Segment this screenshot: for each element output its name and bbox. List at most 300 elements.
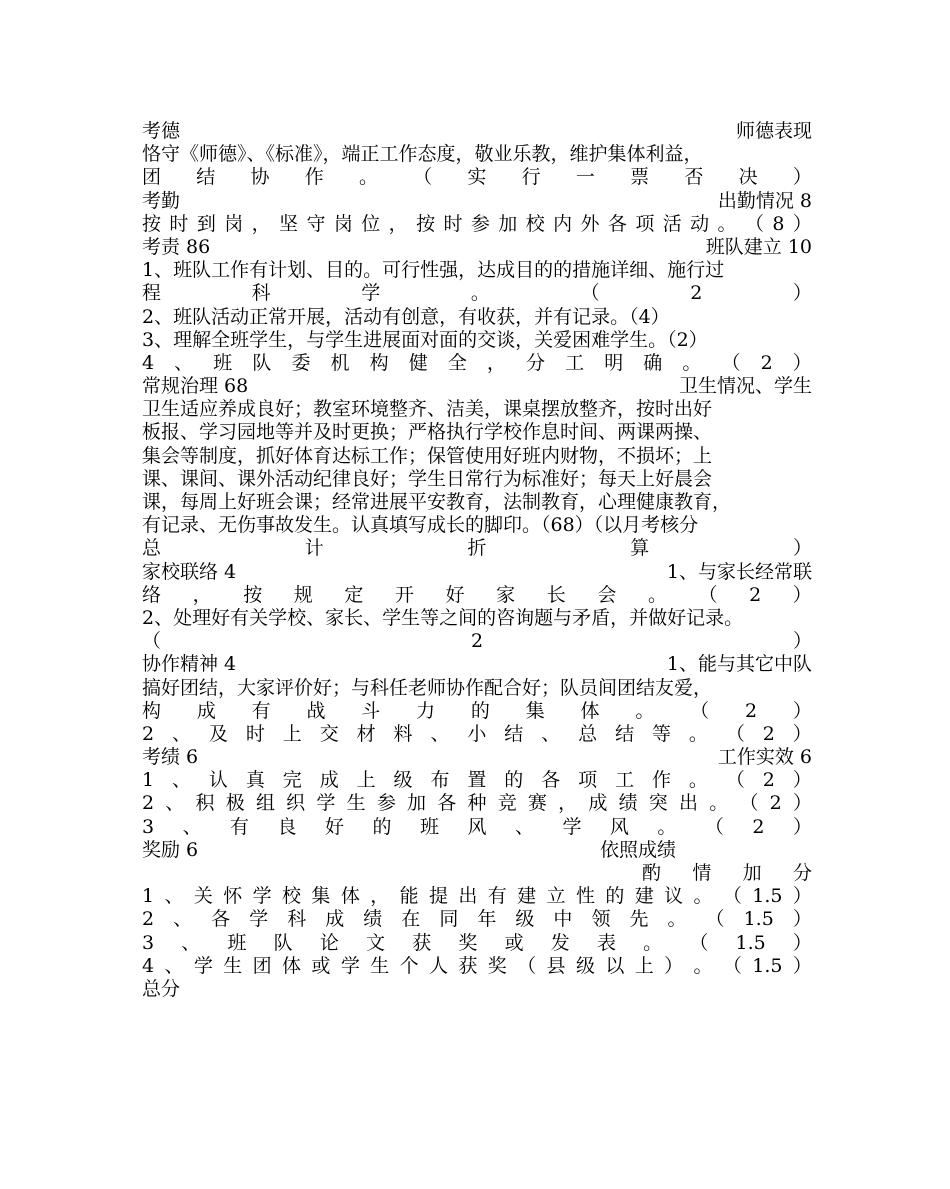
text-line [142,584,812,607]
line-glyph: 4 [142,351,155,374]
line-glyph: 2 [749,583,762,606]
line-glyph: 获 [412,931,432,954]
line-glyph: 票 [630,166,650,189]
line-glyph: 坚 [279,212,299,235]
line-glyph: 按 [142,212,162,235]
line-glyph: 、 [164,885,184,908]
line-glyph: （ [721,351,741,374]
line-glyph: ） [792,792,812,815]
text-line [142,213,812,236]
text-line [142,792,812,815]
text-line [142,166,812,189]
line-glyph: 集 [311,885,331,908]
line-glyph: 文 [366,931,386,954]
line-glyph: （ [725,769,745,792]
line-glyph: 2 [769,792,782,815]
line-glyph: 怀 [223,885,243,908]
line-glyph: 、 [172,722,192,745]
line-glyph: ， [558,792,578,815]
line-glyph: 岗 [224,212,244,235]
text-line [142,653,812,676]
line-glyph: 位 [361,212,381,235]
line-glyph: ） [664,954,684,977]
line-glyph: ） [792,885,812,908]
line-glyph: 到 [196,212,216,235]
line-glyph: 实 [467,166,487,189]
line-glyph: 内 [553,212,573,235]
line-glyph: 议 [664,885,684,908]
line-glyph: 结 [504,722,524,745]
line-glyph: 年 [477,908,497,931]
line-glyph: 竞 [497,792,517,815]
line-glyph: 小 [467,722,487,745]
line-glyph: 程 [142,282,162,305]
line-left-text: 协作精神 4 [142,653,237,676]
text-line: 板报、学习园地等并及时更换；严格执行学校作息时间、两课两操、 [142,421,713,444]
line-glyph: 绩 [363,908,383,931]
line-glyph: 级 [575,954,595,977]
line-glyph: 校 [282,885,302,908]
line-glyph: 战 [306,699,326,722]
line-glyph: 作 [304,166,324,189]
line-glyph: 科 [287,908,307,931]
text-line: 卫生适应养成良好；教室环境整齐、洁美，课桌摆放整齐，按时出好 [142,398,713,421]
line-glyph: 作 [651,769,671,792]
text-line [142,700,812,723]
line-glyph: 建 [634,885,654,908]
line-glyph: 先 [629,908,649,931]
line-glyph: 有 [487,885,507,908]
text-line [142,885,812,908]
line-glyph: 会 [597,583,617,606]
line-glyph: 交 [319,722,339,745]
line-glyph: 团 [142,166,162,189]
line-glyph: 发 [550,931,570,954]
text-line [142,839,812,862]
line-glyph: 确 [643,351,663,374]
line-glyph: 奖 [487,954,507,977]
line-glyph: 工 [565,351,585,374]
line-glyph: 工 [615,769,635,792]
line-glyph: 绩 [618,792,638,815]
line-glyph: ） [792,699,812,722]
line-glyph: 全 [447,351,467,374]
text-line [142,236,812,259]
line-glyph: 。 [657,815,677,838]
line-glyph: 计 [304,537,324,560]
line-glyph: 材 [356,722,376,745]
line-glyph: 。 [470,282,490,305]
line-glyph: 置 [467,769,487,792]
line-glyph: 总 [142,537,162,560]
line-glyph: 否 [684,166,704,189]
line-glyph: 真 [245,769,265,792]
line-glyph: 算 [630,537,650,560]
line-right-text: 出勤情况 8 [717,189,812,212]
line-glyph: 、 [541,722,561,745]
line-glyph: 。 [717,212,737,235]
line-glyph: 定 [344,583,364,606]
text-line: 集会等制度，抓好体育达标工作；保管使用好班内财物，不损坏；上 [142,444,713,467]
line-glyph: （ [744,212,764,235]
line-glyph: 加 [407,792,427,815]
line-glyph: （ [690,699,710,722]
line-glyph: 1 [142,769,155,792]
line-glyph: 时 [443,212,463,235]
text-line [142,746,812,769]
line-glyph: 长 [546,583,566,606]
text-line [142,282,812,305]
text-line: 总分 [142,977,181,1000]
line-glyph: （ [722,885,742,908]
line-glyph: 时 [245,722,265,745]
line-right-text: 1、能与其它中队 [666,653,812,676]
text-line: 3、理解全班学生，与学生进展面对面的交谈，关爱困难学生。（2） [142,328,708,351]
line-glyph: 、 [182,815,202,838]
text-line: 恪守《师德》、《标准》，端正工作态度，敬业乐教，维护集体利益， [142,143,703,166]
line-glyph: 学 [193,954,213,977]
text-line [142,120,812,143]
text-line: 有记录、无伤事故发生。认真填写成长的脚印。（68）（以月考核分 [142,514,699,537]
line-glyph: 织 [286,792,306,815]
line-glyph: ） [792,722,812,745]
line-right-text: 卫生情况、学生 [678,375,812,398]
line-glyph: 时 [169,212,189,235]
line-glyph: ） [792,583,812,606]
line-glyph: 的 [504,769,524,792]
line-left-text: 奖励 6 [142,838,199,861]
text-line: 2、处理好有关学校、家长、学生等之间的咨询题与矛盾，并做好记录。 [142,606,744,629]
line-left-text: 常规治理 68 [142,375,249,398]
line-glyph: 等 [651,722,671,745]
line-glyph: 3 [142,931,155,954]
line-glyph: 。 [709,792,729,815]
line-glyph: ， [486,351,506,374]
line-glyph: ） [792,282,812,305]
line-glyph: 获 [458,954,478,977]
line-glyph: 班 [213,351,233,374]
line-glyph: 。 [693,885,713,908]
text-line: 课，每周上好班会课；经常进展平安教育，法制教育，心理健康教育， [142,491,732,513]
line-glyph: 奖 [458,931,478,954]
line-glyph: 立 [546,885,566,908]
line-glyph: 动 [690,212,710,235]
line-glyph: ） [792,954,812,977]
line-glyph: 集 [525,699,545,722]
line-glyph: 团 [252,954,272,977]
line-glyph: 生 [370,954,390,977]
line-glyph: 构 [369,351,389,374]
line-glyph: 有 [251,699,271,722]
text-line: 1、班队工作有计划、目的。可行性强，达成目的的措施详细、施行过 [142,259,725,282]
line-glyph: 、 [172,769,192,792]
line-glyph: 、 [164,954,184,977]
line-glyph: 项 [635,212,655,235]
line-right-text: 依照成绩 [599,838,676,861]
line-glyph: 人 [428,954,448,977]
line-glyph: 。 [643,931,663,954]
line-glyph: 分 [792,862,812,884]
line-glyph: 成 [196,699,216,722]
line-glyph: 各 [607,212,627,235]
line-glyph: 学 [252,885,272,908]
line-glyph: 上 [634,954,654,977]
line-right-text: 师德表现 [735,120,812,142]
line-glyph: 各 [541,769,561,792]
line-glyph: 建 [517,885,537,908]
line-glyph: 机 [330,351,350,374]
line-glyph: 各 [211,908,231,931]
line-glyph: 4 [142,954,155,977]
line-glyph: （ [698,583,718,606]
line-glyph: 1.5 [752,885,783,908]
line-glyph: ） [792,351,812,374]
line-glyph: 2 [470,630,484,653]
line-glyph: 表 [596,931,616,954]
line-glyph: 组 [255,792,275,815]
line-glyph: 加 [742,862,762,884]
line-right-text: 1、与家长经常联 [666,560,812,583]
line-glyph: 个 [399,954,419,977]
line-glyph: ， [251,212,271,235]
line-glyph: 队 [252,351,272,374]
line-glyph: 2 [760,351,773,374]
line-glyph: 2 [142,792,155,815]
line-glyph: 斗 [361,699,381,722]
text-line [142,352,812,375]
line-glyph: 成 [319,769,339,792]
line-glyph: 、 [430,722,450,745]
line-glyph: 2 [690,282,703,305]
line-glyph: 的 [470,699,490,722]
line-glyph: 的 [605,885,625,908]
line-glyph: 。 [682,351,702,374]
line-glyph: 完 [282,769,302,792]
line-glyph: （ [580,282,600,305]
line-glyph: （ [142,630,162,653]
line-glyph: 决 [738,166,758,189]
line-glyph: 级 [393,769,413,792]
line-glyph: 分 [526,351,546,374]
line-glyph: 性 [575,885,595,908]
line-glyph: 明 [604,351,624,374]
line-glyph: ， [192,583,212,606]
line-glyph: 出 [679,792,699,815]
text-line [142,816,812,839]
line-glyph: 队 [273,931,293,954]
line-glyph: ， [370,885,390,908]
line-glyph: ） [792,815,812,838]
line-glyph: （ [725,722,745,745]
line-glyph: 班 [419,815,439,838]
line-glyph: 县 [546,954,566,977]
line-glyph: 好 [445,583,465,606]
text-line [142,955,812,978]
line-glyph: 。 [358,166,378,189]
line-glyph: 科 [251,282,271,305]
line-glyph: 积 [195,792,215,815]
line-glyph: 学 [340,954,360,977]
line-glyph: 学 [316,792,336,815]
line-glyph: 或 [311,954,331,977]
line-glyph: 料 [393,722,413,745]
line-glyph: 上 [282,722,302,745]
line-glyph: 成 [588,792,608,815]
line-glyph: 极 [225,792,245,815]
line-glyph: 体 [580,699,600,722]
line-glyph: 外 [580,212,600,235]
document-body [142,120,812,1001]
line-glyph: 赛 [527,792,547,815]
line-glyph: 按 [416,212,436,235]
line-glyph: 学 [562,815,582,838]
line-glyph: ） [792,630,812,653]
line-glyph: 开 [394,583,414,606]
line-glyph: 2 [142,722,155,745]
line-left-text: 考德 [142,120,181,142]
line-glyph: 、 [174,351,194,374]
line-glyph: 、 [173,908,193,931]
text-line [142,908,812,931]
line-glyph: 委 [291,351,311,374]
line-glyph: 同 [439,908,459,931]
line-glyph: 生 [223,954,243,977]
line-glyph: 2 [752,815,765,838]
line-glyph: 参 [470,212,490,235]
line-glyph: 酌 [642,862,662,884]
line-glyph: 情 [692,862,712,884]
line-glyph: 。 [667,908,687,931]
line-glyph: 构 [142,699,162,722]
line-glyph: 领 [591,908,611,931]
text-line [142,375,812,398]
line-glyph: 行 [521,166,541,189]
line-glyph: 规 [293,583,313,606]
line-glyph: 风 [467,815,487,838]
line-glyph: 守 [306,212,326,235]
line-glyph: 1.5 [743,908,774,931]
line-glyph: 学 [361,282,381,305]
line-glyph: 论 [319,931,339,954]
line-glyph: （ [704,815,724,838]
text-line [642,862,812,885]
line-glyph: 健 [408,351,428,374]
line-glyph: 结 [196,166,216,189]
line-glyph: 种 [467,792,487,815]
line-glyph: 家 [496,583,516,606]
line-glyph: 风 [609,815,629,838]
line-glyph: 提 [428,885,448,908]
line-glyph: 。 [688,722,708,745]
line-glyph: 关 [193,885,213,908]
line-glyph: 一 [575,166,595,189]
line-glyph: 体 [340,885,360,908]
line-left-text: 考勤 [142,189,181,212]
line-glyph: 。 [693,954,713,977]
line-glyph: ） [792,908,812,931]
line-glyph: 2 [762,769,775,792]
line-glyph: 参 [376,792,396,815]
line-glyph: （ [739,792,759,815]
line-left-text: 家校联络 4 [142,560,237,583]
line-glyph: 成 [325,908,345,931]
line-glyph: 出 [458,885,478,908]
line-glyph: 能 [399,885,419,908]
text-line [142,769,812,792]
line-glyph: 加 [498,212,518,235]
line-glyph: 在 [401,908,421,931]
text-line: 搞好团结，大家评价好；与科任老师协作配合好；队员间团结友爱， [142,676,713,699]
line-right-text: 工作实效 6 [717,746,812,769]
line-glyph: 上 [356,769,376,792]
text-line [142,190,812,213]
line-glyph: （ [722,954,742,977]
line-glyph: 良 [277,815,297,838]
line-glyph: 体 [282,954,302,977]
line-glyph: 1.5 [752,954,783,977]
text-line [142,932,812,955]
line-glyph: 布 [430,769,450,792]
line-glyph: 或 [504,931,524,954]
line-glyph: 折 [467,537,487,560]
line-glyph: 、 [181,931,201,954]
line-glyph: 3 [142,815,155,838]
line-glyph: 项 [578,769,598,792]
line-glyph: 8 [772,212,785,235]
line-glyph: 好 [325,815,345,838]
text-line [142,630,812,653]
line-glyph: ） [792,769,812,792]
line-glyph: 1.5 [735,931,766,954]
line-glyph: 认 [208,769,228,792]
line-glyph: 及 [208,722,228,745]
text-line: 课、课间、课外活动纪律良好；学生日常行为标准好；每天上好晨会 [142,467,713,490]
line-glyph: 校 [525,212,545,235]
line-glyph: ） [792,931,812,954]
line-glyph: 有 [230,815,250,838]
line-glyph: 2 [142,908,155,931]
line-glyph: 2 [744,699,758,722]
line-glyph: 学 [249,908,269,931]
line-glyph: 。 [647,583,667,606]
line-glyph: 1 [142,885,155,908]
text-line [142,537,812,560]
text-line [142,561,812,584]
line-glyph: ， [388,212,408,235]
line-glyph: 按 [243,583,263,606]
line-glyph: 总 [578,722,598,745]
line-glyph: 结 [615,722,635,745]
line-glyph: （ [517,954,537,977]
line-glyph: 。 [635,699,655,722]
line-left-text: 考责 86 [142,235,211,258]
line-glyph: 的 [372,815,392,838]
line-glyph: 协 [250,166,270,189]
line-glyph: 级 [515,908,535,931]
line-glyph: 活 [662,212,682,235]
line-glyph: 2 [762,722,775,745]
line-glyph: 生 [346,792,366,815]
text-line [142,723,812,746]
line-glyph: 、 [165,792,185,815]
line-glyph: 班 [227,931,247,954]
line-glyph: 、 [514,815,534,838]
text-line: 2、班队活动正常开展，活动有创意，有收获，并有记录。（4） [142,305,670,328]
line-glyph: 。 [688,769,708,792]
line-glyph: ） [792,212,812,235]
line-glyph: （ [413,166,433,189]
line-left-text: 考绩 6 [142,746,199,769]
